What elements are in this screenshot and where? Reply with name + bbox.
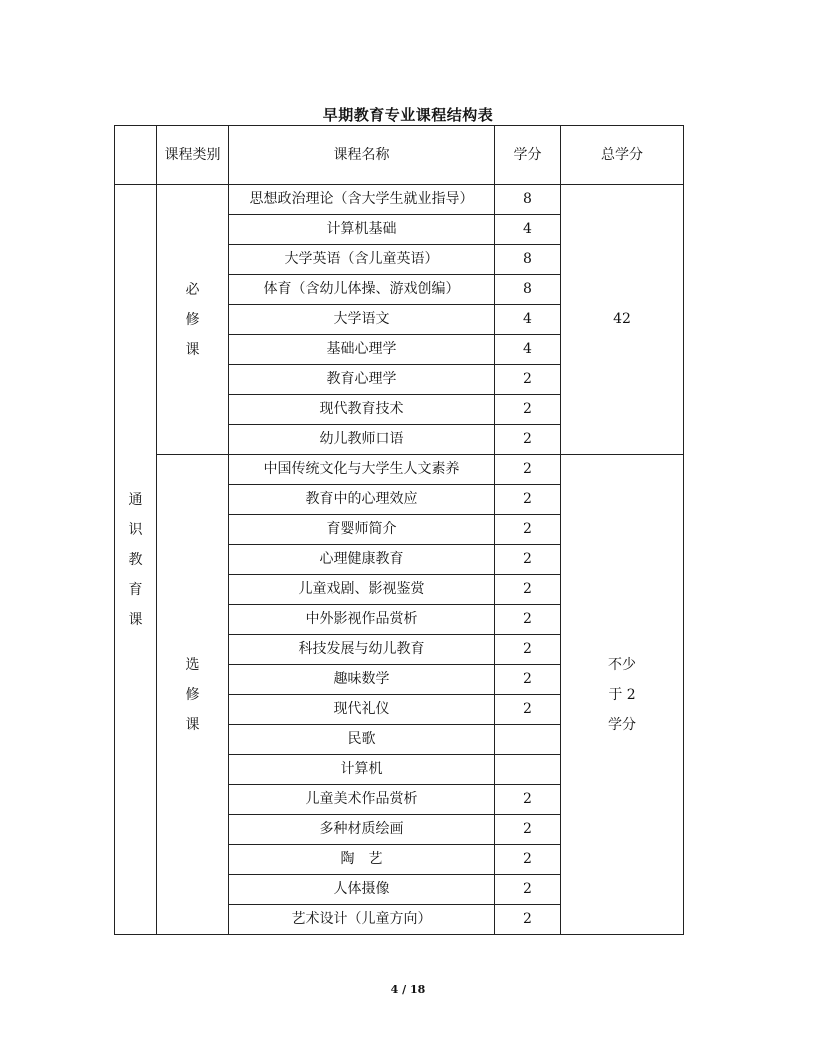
elective-type-label: 选修课 <box>185 656 200 733</box>
header-total-credit: 总学分 <box>561 126 684 185</box>
page-title: 早期教育专业课程结构表 <box>322 106 494 124</box>
course-credit-cell: 2 <box>495 845 561 875</box>
course-credit-cell: 4 <box>495 305 561 335</box>
required-total-credit-cell: 42 <box>561 185 684 455</box>
course-name-cell: 中国传统文化与大学生人文素养 <box>229 455 495 485</box>
course-name-cell: 多种材质绘画 <box>229 815 495 845</box>
header-credit: 学分 <box>495 126 561 185</box>
course-name-cell: 趣味数学 <box>229 665 495 695</box>
course-credit-cell: 2 <box>495 365 561 395</box>
course-credit-cell: 2 <box>495 455 561 485</box>
course-credit-cell: 2 <box>495 665 561 695</box>
course-name-cell: 现代教育技术 <box>229 395 495 425</box>
course-credit-cell: 8 <box>495 185 561 215</box>
course-name-cell: 人体摄像 <box>229 875 495 905</box>
elective-total-credit-cell <box>561 455 684 935</box>
course-name-cell: 艺术设计（儿童方向） <box>229 905 495 935</box>
course-credit-cell: 8 <box>495 275 561 305</box>
category-cell <box>115 185 157 935</box>
table-row <box>115 185 684 215</box>
course-credit-cell: 2 <box>495 425 561 455</box>
course-name-cell: 陶 艺 <box>229 845 495 875</box>
elective-type-cell <box>157 455 229 935</box>
course-credit-cell: 2 <box>495 515 561 545</box>
course-name-cell: 心理健康教育 <box>229 545 495 575</box>
course-name-cell: 计算机 <box>229 755 495 785</box>
header-course-type <box>157 126 229 185</box>
course-name-cell: 民歌 <box>229 725 495 755</box>
course-name-cell: 育婴师简介 <box>229 515 495 545</box>
page-number: 4 / 18 <box>390 983 426 996</box>
course-credit-cell: 2 <box>495 575 561 605</box>
course-name-cell: 思想政治理论（含大学生就业指导） <box>229 185 495 215</box>
course-credit-cell: 2 <box>495 875 561 905</box>
course-credit-cell: 4 <box>495 335 561 365</box>
course-credit-cell: 2 <box>495 545 561 575</box>
course-name-cell: 科技发展与幼儿教育 <box>229 635 495 665</box>
course-credit-cell: 2 <box>495 605 561 635</box>
course-name-cell: 儿童美术作品赏析 <box>229 785 495 815</box>
header-course-type-label: 课程类别 <box>164 147 221 163</box>
course-structure-table <box>114 125 684 935</box>
course-credit-cell <box>495 755 561 785</box>
course-name-cell: 现代礼仪 <box>229 695 495 725</box>
course-credit-cell: 2 <box>495 395 561 425</box>
course-credit-cell: 2 <box>495 695 561 725</box>
course-credit-cell: 2 <box>495 785 561 815</box>
course-name-cell: 大学英语（含儿童英语） <box>229 245 495 275</box>
required-type-label: 必修课 <box>185 281 200 358</box>
table-header-row <box>115 126 684 185</box>
table-row <box>115 455 684 485</box>
course-name-cell: 大学语文 <box>229 305 495 335</box>
course-credit-cell <box>495 725 561 755</box>
category-label: 通识教育课 <box>128 491 143 628</box>
course-credit-cell: 2 <box>495 635 561 665</box>
course-name-cell: 儿童戏剧、影视鉴赏 <box>229 575 495 605</box>
header-course-name: 课程名称 <box>229 126 495 185</box>
course-name-cell: 中外影视作品赏析 <box>229 605 495 635</box>
course-credit-cell: 8 <box>495 245 561 275</box>
required-type-cell <box>157 185 229 455</box>
course-credit-cell: 2 <box>495 815 561 845</box>
course-name-cell: 基础心理学 <box>229 335 495 365</box>
course-name-cell: 教育中的心理效应 <box>229 485 495 515</box>
course-name-cell: 体育（含幼儿体操、游戏创编） <box>229 275 495 305</box>
course-name-cell: 幼儿教师口语 <box>229 425 495 455</box>
course-credit-cell: 2 <box>495 485 561 515</box>
course-name-cell: 计算机基础 <box>229 215 495 245</box>
header-blank <box>115 126 157 185</box>
course-credit-cell: 2 <box>495 905 561 935</box>
elective-total-credit-label: 不少于 2 学分 <box>608 656 636 733</box>
course-name-cell: 教育心理学 <box>229 365 495 395</box>
course-credit-cell: 4 <box>495 215 561 245</box>
